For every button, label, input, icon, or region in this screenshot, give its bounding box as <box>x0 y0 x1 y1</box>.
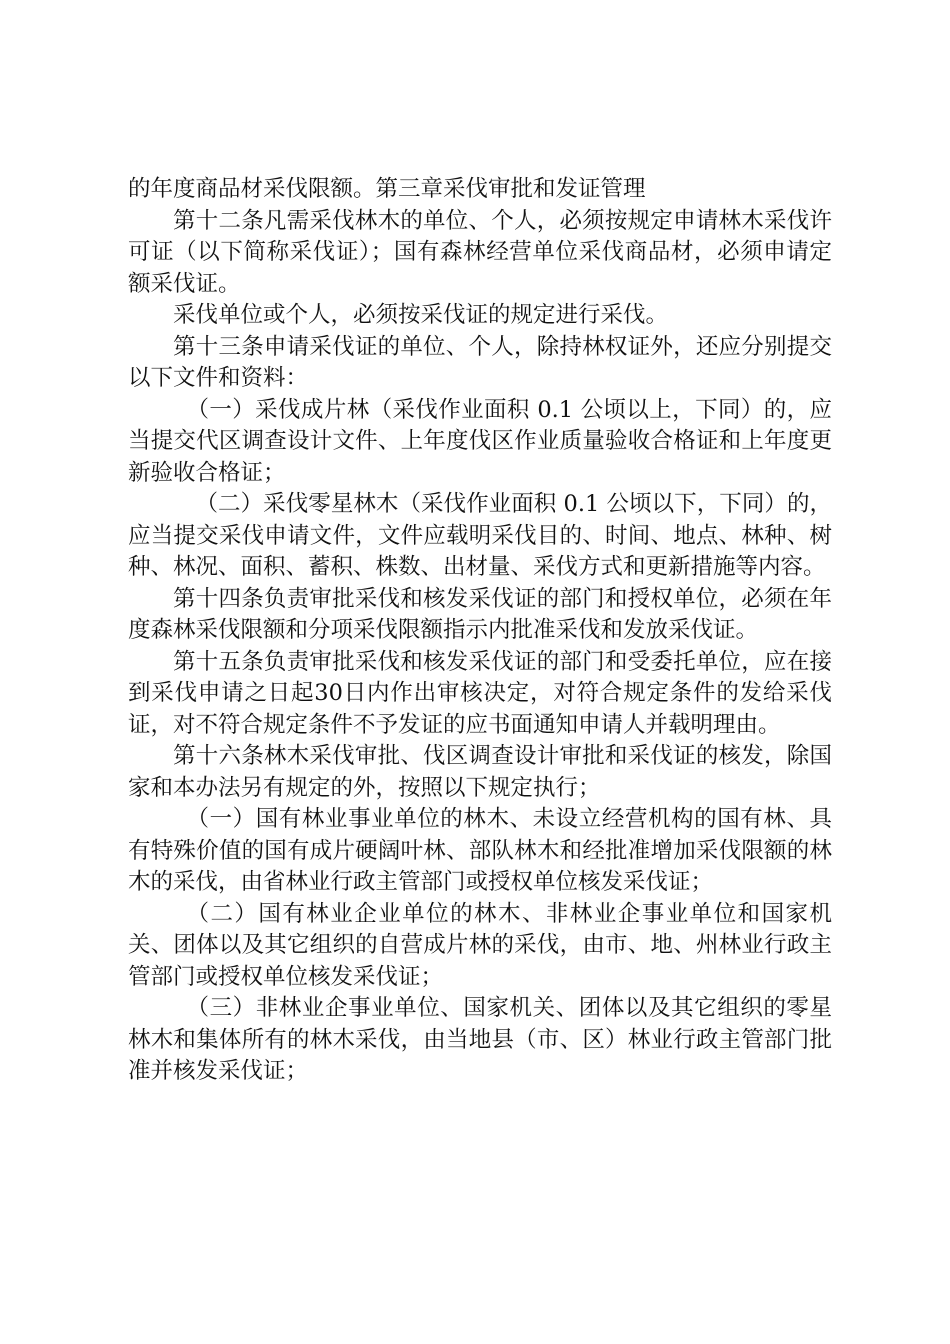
paragraph-article-13-item-2: （二）采伐零星林木（采伐作业面积 0.1 公顷以下，下同）的，应当提交采伐申请文件，文件应载明采伐目的、时间、地点、林种、树种、林况、面积、蓄积、株数、出材量、采伐方式和更新措施等内容。 <box>128 491 832 580</box>
paragraph-article-15: 第十五条负责审批采伐和核发采伐证的部门和受委托单位，应在接到采伐申请之日起30日内作出审核决定，对符合规定条件的发给采伐证，对不符合规定条件不予发证的应书面通知申请人并载明理由。 <box>128 648 832 738</box>
paragraph-article-12: 第十二条凡需采伐林木的单位、个人，必须按规定申请林木采伐许可证（以下简称采伐证）；国有森林经营单位采伐商品材，必须申请定额采伐证。 <box>128 207 832 297</box>
paragraph-article-16-item-2: （二）国有林业企业单位的林木、非林业企事业单位和国家机关、团体以及其它组织的自营成片林的采伐，由市、地、州林业行政主管部门或授权单位核发采伐证； <box>128 900 832 990</box>
paragraph-article-13: 第十三条申请采伐证的单位、个人，除持林权证外，还应分别提交以下文件和资料： <box>128 333 832 391</box>
paragraph-article-16: 第十六条林木采伐审批、伐区调查设计审批和采伐证的核发，除国家和本办法另有规定的外，按照以下规定执行； <box>128 743 832 801</box>
document-body <box>128 174 832 1088</box>
paragraph-continuation: 的年度商品材采伐限额。第三章采伐审批和发证管理 <box>128 176 646 202</box>
paragraph-article-12-note: 采伐单位或个人，必须按采伐证的规定进行采伐。 <box>173 302 669 328</box>
paragraph-article-16-item-3: （三）非林业企事业单位、国家机关、团体以及其它组织的零星林木和集体所有的林木采伐，由当地县（市、区）林业行政主管部门批准并核发采伐证； <box>128 995 832 1084</box>
paragraph-article-13-item-1: （一）采伐成片林（采伐作业面积 0.1 公顷以上，下同）的，应当提交代区调查设计文件、上年度伐区作业质量验收合格证和上年度更新验收合格证； <box>128 396 832 486</box>
paragraph-article-14: 第十四条负责审批采伐和核发采伐证的部门和授权单位，必须在年度森林采伐限额和分项采伐限额指示内批准采伐和发放采伐证。 <box>128 585 832 643</box>
paragraph-article-16-item-1: （一）国有林业事业单位的林木、未设立经营机构的国有林、具有特殊价值的国有成片硬阔叶林、部队林木和经批准增加采伐限额的林木的采伐，由省林业行政主管部门或授权单位核发采伐证； <box>128 806 832 895</box>
